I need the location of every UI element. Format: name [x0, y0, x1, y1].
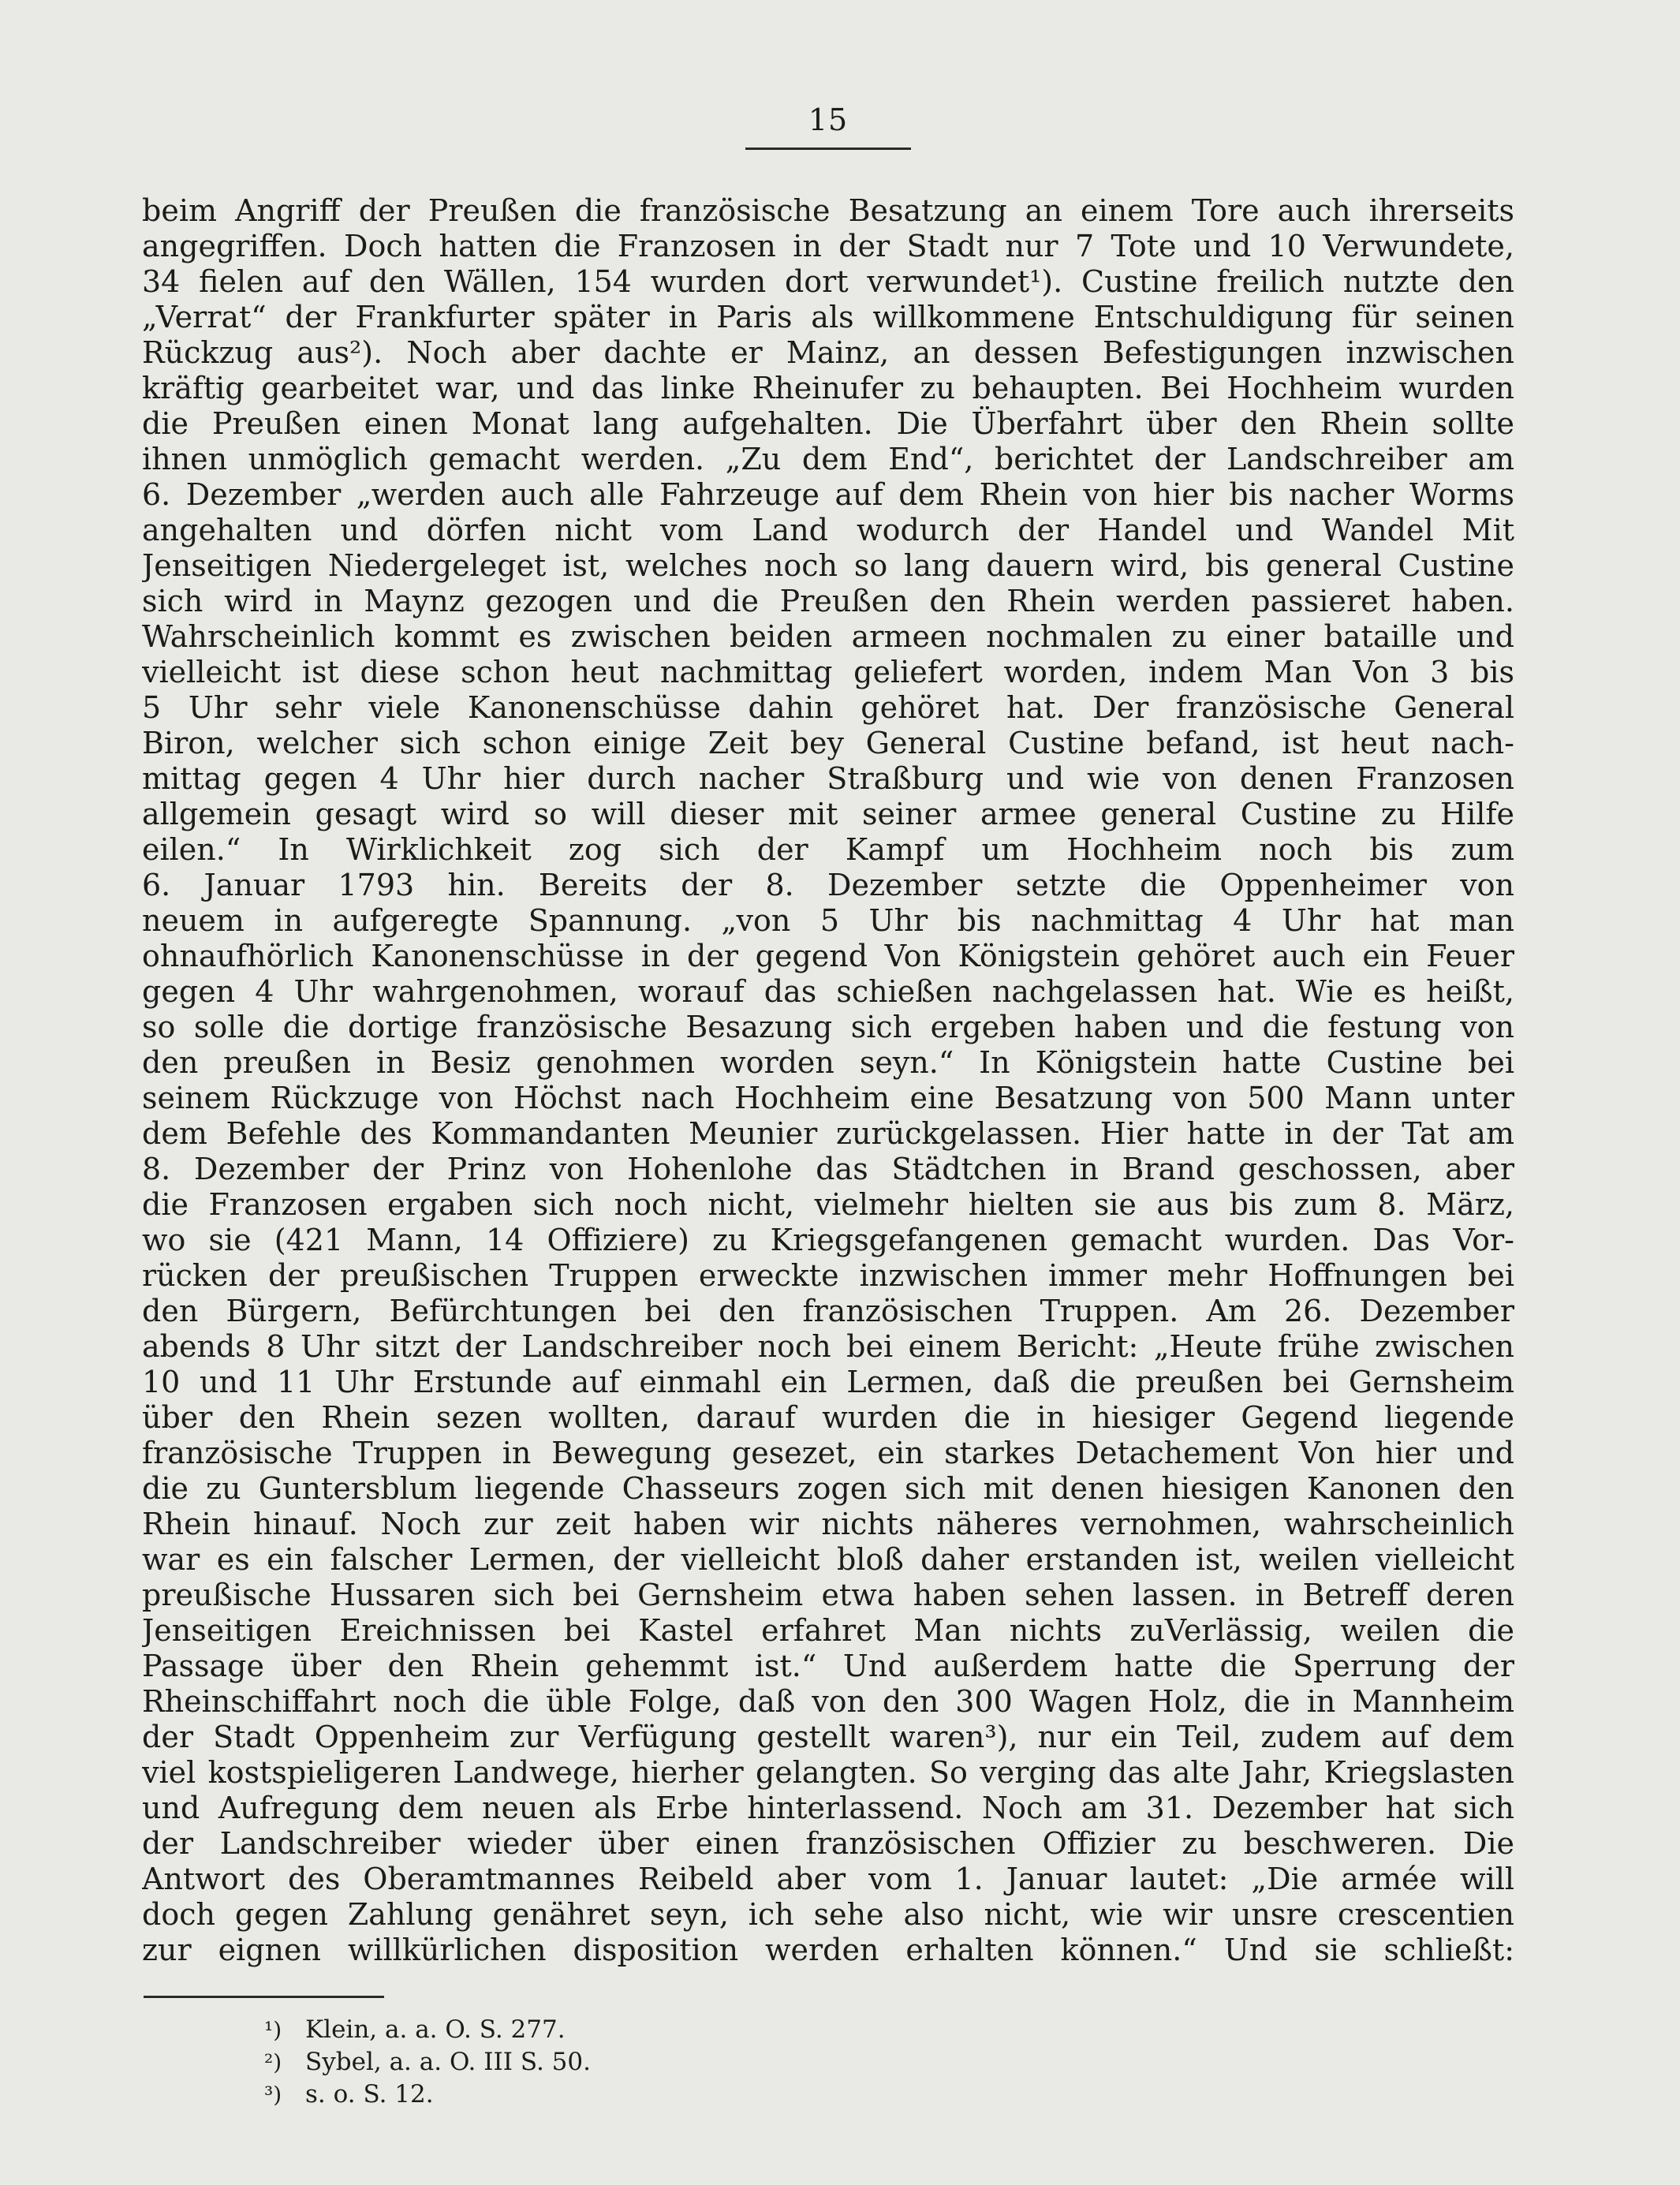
text-line: Antwort des Oberamtmannes Reibeld aber vom 1. Januar lautet: „Die armée will	[142, 1862, 1514, 1896]
text-line: 34 fielen auf den Wällen, 154 wurden dort verwundet¹). Custine freilich nutzte den	[142, 264, 1514, 299]
text-line: viel kostspieligeren Landwege, hierher gelangten. So verging das alte Jahr, Kriegslasten	[142, 1755, 1514, 1790]
text-line: beim Angriff der Preußen die französische Besatzung an einem Tore auch ihrerseits	[142, 193, 1514, 228]
footnote	[264, 2079, 974, 2111]
text-line: Rhein hinauf. Noch zur zeit haben wir nichts näheres vernohmen, wahrscheinlich	[142, 1507, 1514, 1541]
footnote-text: Klein, a. a. O. S. 277.	[305, 2015, 566, 2044]
text-line: „Verrat“ der Frankfurter später in Paris als willkommene Entschuldigung für seinen	[142, 300, 1514, 334]
page-number-rule	[745, 148, 911, 150]
text-line: eilen.“ In Wirklichkeit zog sich der Kampf um Hochheim noch bis zum	[142, 832, 1514, 867]
footnote-separator	[144, 1996, 384, 1998]
text-line: und Aufregung dem neuen als Erbe hinterlassend. Noch am 31. Dezember hat sich	[142, 1791, 1514, 1825]
text-line: 10 und 11 Uhr Erstunde auf einmahl ein Lermen, daß die preußen bei Gernsheim	[142, 1365, 1514, 1399]
text-line: Jenseitigen Ereichnissen bei Kastel erfahret Man nichts zuVerlässig, weilen die	[142, 1613, 1514, 1648]
text-line: Jenseitigen Niedergeleget ist, welches noch so lang dauern wird, bis general Custine	[142, 548, 1514, 583]
footnote	[264, 2014, 974, 2046]
text-line: sich wird in Maynz gezogen und die Preußen den Rhein werden passieret haben.	[142, 584, 1514, 618]
text-line: der Landschreiber wieder über einen französischen Offizier zu beschweren. Die	[142, 1826, 1514, 1861]
footnote	[264, 2046, 974, 2079]
text-line: ohnaufhörlich Kanonenschüsse in der gegend Von Königstein gehöret auch ein Feuer	[142, 939, 1514, 973]
text-line: vielleicht ist diese schon heut nachmittag geliefert worden, indem Man Von 3 bis	[142, 655, 1514, 689]
text-line: angegriffen. Doch hatten die Franzosen in der Stadt nur 7 Tote und 10 Verwundete,	[142, 229, 1514, 263]
text-line: französische Truppen in Bewegung gesezet, ein starkes Detachement Von hier und	[142, 1436, 1514, 1470]
text-line: der Stadt Oppenheim zur Verfügung gestellt waren³), nur ein Teil, zudem auf dem	[142, 1720, 1514, 1754]
text-line: die zu Guntersblum liegende Chasseurs zogen sich mit denen hiesigen Kanonen den	[142, 1471, 1514, 1506]
text-line: mittag gegen 4 Uhr hier durch nacher Straßburg und wie von denen Franzosen	[142, 761, 1514, 796]
text-line: doch gegen Zahlung genähret seyn, ich sehe also nicht, wie wir unsre crescentien	[142, 1897, 1514, 1932]
text-line: war es ein falscher Lermen, der vielleicht bloß daher erstanden ist, weilen vielleicht	[142, 1542, 1514, 1577]
footnotes	[264, 2014, 974, 2111]
text-line: Wahrscheinlich kommt es zwischen beiden armeen nochmalen zu einer bataille und	[142, 619, 1514, 654]
text-line: so solle die dortige französische Besazung sich ergeben haben und die festung von	[142, 1010, 1514, 1044]
text-line: allgemein gesagt wird so will dieser mit seiner armee general Custine zu Hilfe	[142, 797, 1514, 831]
text-line: angehalten und dörfen nicht vom Land wodurch der Handel und Wandel Mit	[142, 513, 1514, 547]
page-number: 15	[808, 103, 849, 137]
text-line: Rückzug aus²). Noch aber dachte er Mainz, an dessen Befestigungen inzwischen	[142, 335, 1514, 370]
text-line: abends 8 Uhr sitzt der Landschreiber noch bei einem Bericht: „Heute frühe zwischen	[142, 1329, 1514, 1364]
text-line: Biron, welcher sich schon einige Zeit bey General Custine befand, ist heut nach-	[142, 726, 1514, 760]
text-line: neuem in aufgeregte Spannung. „von 5 Uhr bis nachmittag 4 Uhr hat man	[142, 903, 1514, 938]
text-line: über den Rhein sezen wollten, darauf wurden die in hiesiger Gegend liegende	[142, 1400, 1514, 1435]
footnote-marker: ¹)	[264, 2017, 282, 2043]
text-line: 6. Dezember „werden auch alle Fahrzeuge auf dem Rhein von hier bis nacher Worms	[142, 477, 1514, 512]
text-line: 6. Januar 1793 hin. Bereits der 8. Dezember setzte die Oppenheimer von	[142, 868, 1514, 902]
footnote-text: Sybel, a. a. O. III S. 50.	[305, 2048, 591, 2076]
text-line: den preußen in Besiz genohmen worden seyn.“ In Königstein hatte Custine bei	[142, 1045, 1514, 1080]
text-line: wo sie (421 Mann, 14 Offiziere) zu Kriegsgefangenen gemacht wurden. Das Vor-	[142, 1223, 1514, 1257]
footnote-text: s. o. S. 12.	[305, 2080, 434, 2108]
text-line: zur eignen willkürlichen disposition werden erhalten können.“ Und sie schließt:	[142, 1933, 1514, 1967]
text-line: gegen 4 Uhr wahrgenohmen, worauf das schießen nachgelassen hat. Wie es heißt,	[142, 974, 1514, 1009]
body-text	[142, 193, 1514, 1968]
text-line: kräftig gearbeitet war, und das linke Rheinufer zu behaupten. Bei Hochheim wurden	[142, 371, 1514, 405]
text-line: rücken der preußischen Truppen erweckte inzwischen immer mehr Hoffnungen bei	[142, 1258, 1514, 1293]
text-line: dem Befehle des Kommandanten Meunier zurückgelassen. Hier hatte in der Tat am	[142, 1116, 1514, 1151]
text-line: Passage über den Rhein gehemmt ist.“ Und außerdem hatte die Sperrung der	[142, 1649, 1514, 1683]
footnote-marker: ²)	[264, 2049, 282, 2075]
footnote-marker: ³)	[264, 2082, 282, 2108]
text-line: die Preußen einen Monat lang aufgehalten. Die Überfahrt über den Rhein sollte	[142, 406, 1514, 441]
text-line: 5 Uhr sehr viele Kanonenschüsse dahin gehöret hat. Der französische General	[142, 690, 1514, 725]
text-line: 8. Dezember der Prinz von Hohenlohe das Städtchen in Brand geschossen, aber	[142, 1152, 1514, 1186]
text-line: ihnen unmöglich gemacht werden. „Zu dem End“, berichtet der Landschreiber am	[142, 442, 1514, 476]
text-line: seinem Rückzuge von Höchst nach Hochheim eine Besatzung von 500 Mann unter	[142, 1081, 1514, 1115]
text-line: Rheinschiffahrt noch die üble Folge, daß von den 300 Wagen Holz, die in Mannheim	[142, 1684, 1514, 1719]
text-line: die Franzosen ergaben sich noch nicht, vielmehr hielten sie aus bis zum 8. März,	[142, 1187, 1514, 1222]
text-line: preußische Hussaren sich bei Gernsheim etwa haben sehen lassen. in Betreff deren	[142, 1578, 1514, 1612]
text-line: den Bürgern, Befürchtungen bei den französischen Truppen. Am 26. Dezember	[142, 1294, 1514, 1328]
